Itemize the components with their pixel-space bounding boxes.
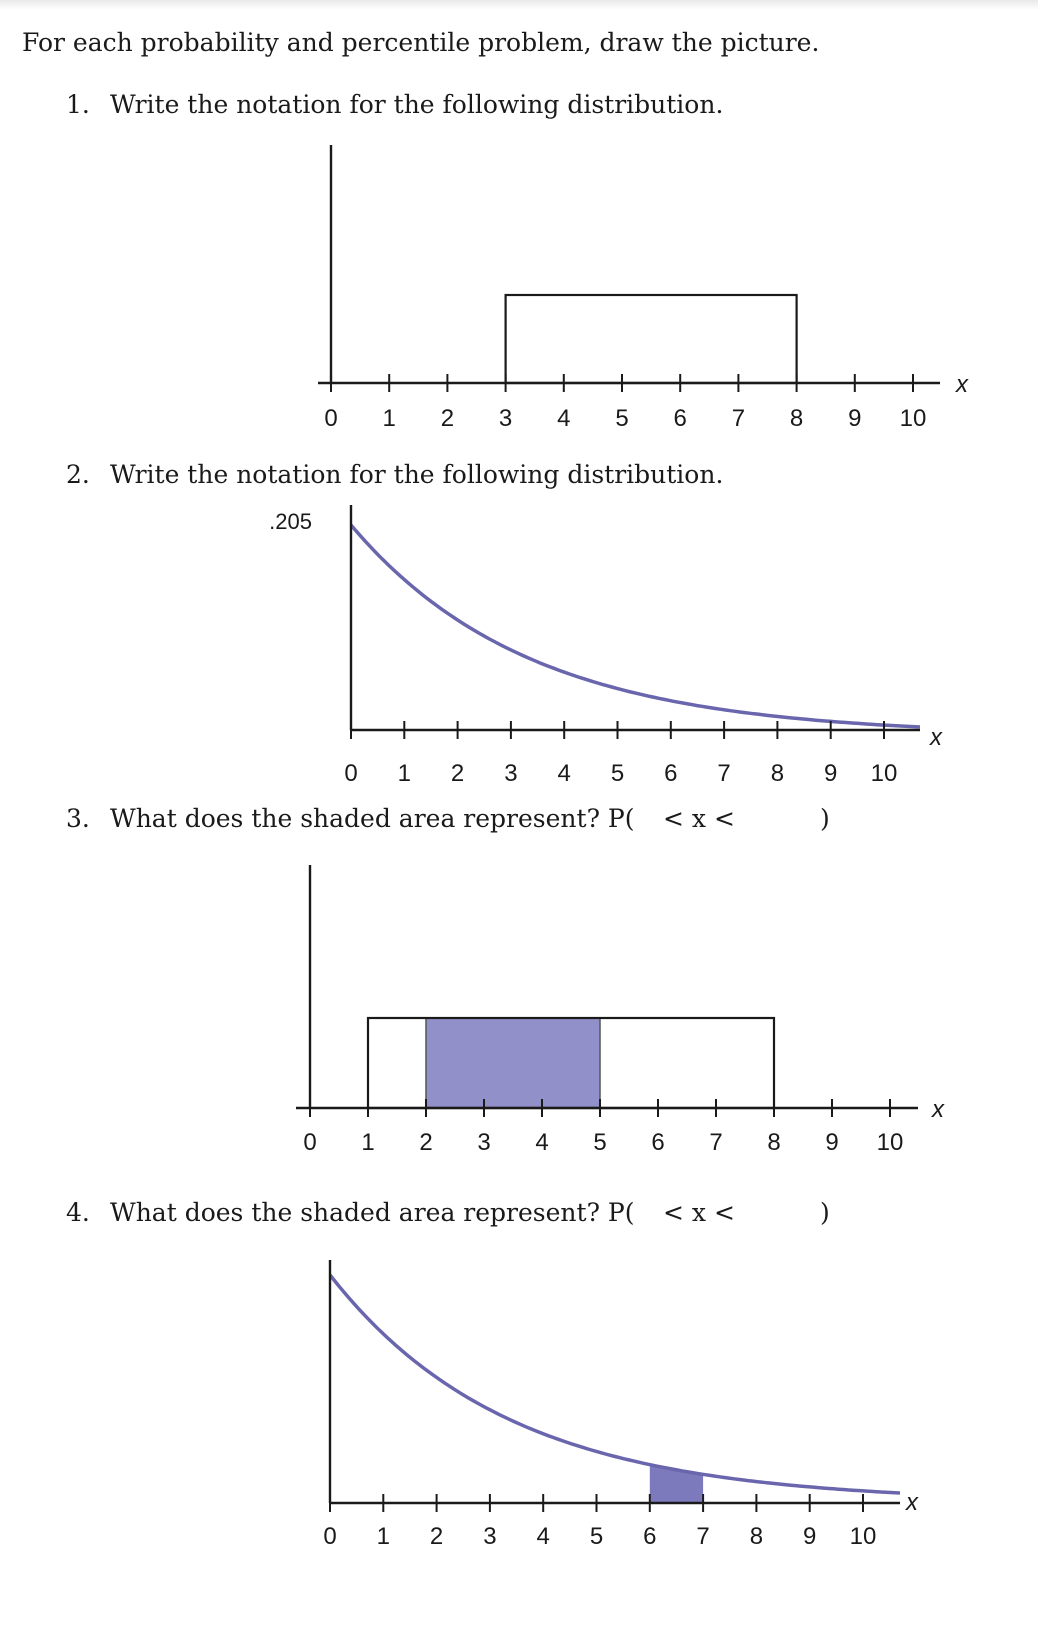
uniform-distribution-plot-3 [0,850,1038,1180]
x-tick-label: 6 [643,1523,657,1550]
x-tick-label: 9 [824,760,838,787]
x-tick-label: 5 [589,1523,604,1550]
x-tick-label: 0 [323,1523,337,1550]
x-tick-label: 2 [429,1523,444,1550]
x-tick-label: 0 [324,405,338,432]
problem-3-inequality: < x < [663,804,735,833]
x-tick-label: 0 [303,1129,317,1156]
x-tick-label: 4 [535,1129,549,1156]
uniform-distribution-plot-1 [0,130,1038,450]
x-tick-label: 3 [504,760,518,787]
x-tick-label: 10 [899,405,927,432]
x-tick-label: 4 [536,1523,550,1550]
problem-4-question: What does the shaded area represent? P( [110,1198,635,1227]
x-axis-label: x [906,1489,918,1516]
x-tick-label: 8 [767,1129,781,1156]
x-tick-label: 2 [440,405,455,432]
problem-3-close-paren: ) [820,804,830,833]
x-tick-label: 6 [673,405,687,432]
x-axis-label: x [956,371,968,398]
uniform-density-box [506,295,797,383]
x-axis-label: x [932,1096,944,1123]
x-tick-label: 2 [419,1129,433,1156]
x-tick-label: 8 [789,405,804,432]
x-tick-label: 7 [709,1129,723,1156]
x-tick-label: 6 [651,1129,665,1156]
x-tick-label: 6 [664,760,678,787]
instructions-heading: For each probability and percentile problem, draw the picture. [22,28,820,57]
x-tick-label: 9 [825,1129,839,1156]
exponential-distribution-plot-4 [0,1245,1038,1585]
x-tick-label: 8 [770,760,785,787]
x-axis-label: x [930,724,942,751]
x-tick-label: 1 [382,405,396,432]
problem-1-question: Write the notation for the following distribution. [110,90,724,119]
x-tick-label: 4 [557,405,571,432]
x-tick-label: 1 [376,1523,390,1550]
problem-2-question: Write the notation for the following distribution. [110,460,724,489]
problem-4-inequality: < x < [663,1198,735,1227]
x-tick-label: 5 [615,405,629,432]
x-tick-label: 3 [483,1523,497,1550]
problem-4-number: 4. [66,1198,90,1227]
x-tick-label: 5 [593,1129,607,1156]
x-tick-label: 7 [731,405,746,432]
x-tick-label: 10 [870,760,898,787]
exponential-curve [351,525,920,727]
x-tick-label: 3 [498,405,513,432]
exponential-curve [330,1275,900,1493]
x-tick-label: 7 [717,760,731,787]
y-axis-peak-label: .205 [269,509,312,534]
x-tick-label: 4 [557,760,571,787]
x-tick-label: 1 [361,1129,375,1156]
x-tick-label: 9 [848,405,862,432]
x-tick-label: 10 [849,1523,877,1550]
x-tick-label: 0 [344,760,358,787]
x-tick-label: 7 [696,1523,710,1550]
problem-3-question: What does the shaded area represent? P( [110,804,635,833]
problem-4-close-paren: ) [820,1198,830,1227]
problem-3-number: 3. [66,804,90,833]
x-tick-label: 9 [803,1523,817,1550]
problem-1-number: 1. [66,90,90,119]
x-tick-label: 8 [749,1523,764,1550]
x-tick-label: 1 [397,760,411,787]
x-tick-label: 3 [477,1129,491,1156]
x-tick-label: 2 [450,760,465,787]
top-edge-shadow [0,0,1038,10]
shaded-area [426,1018,600,1108]
problem-2-number: 2. [66,460,90,489]
x-tick-label: 10 [876,1129,904,1156]
exponential-distribution-plot-2 [0,495,1038,800]
x-tick-label: 5 [610,760,625,787]
